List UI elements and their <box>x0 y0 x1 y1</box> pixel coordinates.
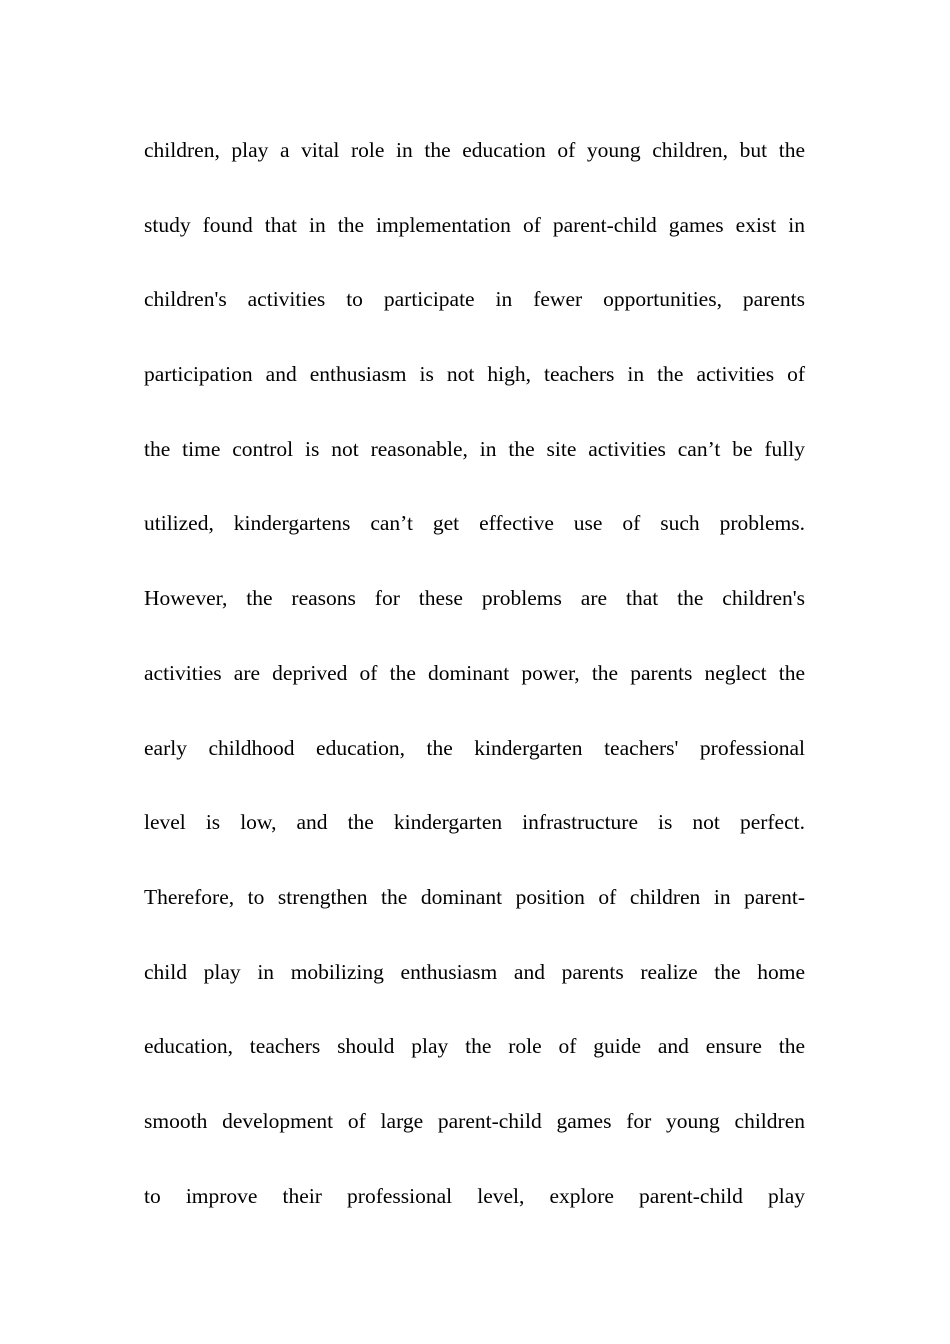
text-line: smooth development of large parent-child games for young children <box>144 1108 805 1133</box>
text-line: Therefore, to strengthen the dominant position of children in parent- <box>144 884 805 909</box>
document-body <box>144 136 805 1256</box>
text-line: children, play a vital role in the education of young children, but the <box>144 138 805 162</box>
text-line: utilized, kindergartens can’t get effective use of such problems. <box>144 511 805 536</box>
text-line: activities are deprived of the dominant power, the parents neglect the <box>144 660 805 685</box>
text-line: participation and enthusiasm is not high, teachers in the activities of <box>144 362 805 387</box>
text-line: level is low, and the kindergarten infrastructure is not perfect. <box>144 810 805 835</box>
text-line: early childhood education, the kindergarten teachers' professional <box>144 735 805 760</box>
text-line: However, the reasons for these problems are that the children's <box>144 586 805 611</box>
text-line: child play in mobilizing enthusiasm and parents realize the home <box>144 959 805 984</box>
text-line: children's activities to participate in fewer opportunities, parents <box>144 287 805 312</box>
text-line: education, teachers should play the role of guide and ensure the <box>144 1034 805 1059</box>
text-line: the time control is not reasonable, in the site activities can’t be fully <box>144 436 805 461</box>
text-line: to improve their professional level, explore parent-child play <box>144 1183 805 1208</box>
text-line: study found that in the implementation of parent-child games exist in <box>144 212 805 237</box>
